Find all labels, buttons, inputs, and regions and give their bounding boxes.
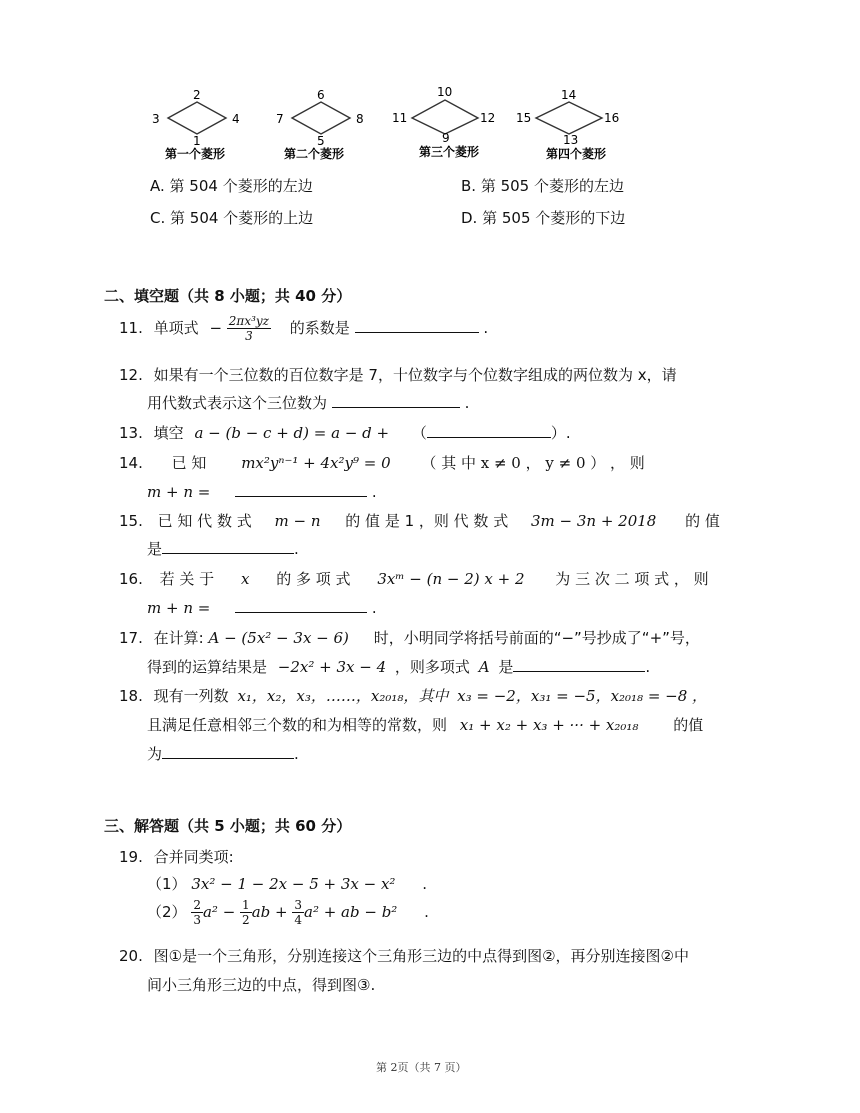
- q19-p2-c: a² + ab − b²: [304, 903, 398, 921]
- q11-answer-blank[interactable]: [355, 317, 479, 333]
- q13-number: 13.: [119, 424, 143, 442]
- rhombus-3-bottom: 9: [442, 131, 450, 145]
- q15-post: 的 值: [685, 512, 720, 530]
- q18-line2b: 的值: [673, 716, 704, 734]
- q19-p2-a: a² −: [202, 903, 236, 921]
- q18-number: 18.: [119, 687, 143, 705]
- rhombus-4-caption: 第四个菱形: [546, 147, 607, 161]
- question-18-line3: [147, 743, 299, 764]
- q14-number: 14.: [119, 454, 143, 472]
- q15-line2: 是: [147, 540, 163, 558]
- option-a: A. 第 504 个菱形的左边: [150, 177, 313, 195]
- q19-title: 合并同类项:: [153, 848, 234, 866]
- section-2-title: 二、填空题（共 8 小题；共 40 分）: [104, 287, 352, 305]
- rhombus-3-caption: 第三个菱形: [419, 145, 480, 159]
- q17-expr2: −2x² + 3x − 4: [277, 658, 387, 676]
- q15-end: .: [294, 540, 299, 558]
- q11-neg: −: [209, 319, 223, 337]
- q16-answer-blank[interactable]: [235, 597, 367, 613]
- q16-number: 16.: [119, 570, 143, 588]
- q16-var: x: [240, 570, 250, 588]
- q15-answer-blank[interactable]: [162, 538, 294, 554]
- rhombus-4: [516, 88, 619, 161]
- q18-seq: x₁，x₂，x₃，……，x₂₀₁₈，其中: [237, 687, 449, 705]
- q11-post: 的系数是: [289, 319, 350, 337]
- rhombus-1-bottom: 1: [193, 134, 201, 148]
- rhombus-1-right: 4: [232, 112, 240, 126]
- q14-line2: m + n =: [147, 483, 211, 501]
- q11-fraction: [227, 314, 271, 343]
- rhombus-figure: [140, 82, 640, 166]
- q14-pre: 已 知: [171, 454, 207, 472]
- q16-mid: 的 多 项 式: [276, 570, 351, 588]
- q18-c1: x₃ = −2: [457, 687, 516, 705]
- q19-p1-label: （1）: [147, 875, 187, 893]
- question-17-line2: [147, 656, 650, 677]
- page-footer: 第 2页（共 7 页）: [376, 1061, 467, 1074]
- q11-frac-num: 2πx³yz: [228, 314, 269, 328]
- q19-number: 19.: [119, 848, 143, 866]
- rhombus-2-right: 8: [356, 112, 364, 126]
- q15-expr2: 3m − 3n + 2018: [530, 512, 657, 530]
- rhombus-3-right: 12: [480, 111, 496, 125]
- question-19: [119, 846, 234, 867]
- question-13: [119, 422, 571, 443]
- rhombus-1-top: 2: [193, 88, 201, 102]
- q19-f3-den: 4: [294, 913, 302, 927]
- q12-answer-blank[interactable]: [332, 392, 460, 408]
- question-18-line1: [119, 685, 707, 706]
- question-16-line1: [119, 568, 709, 589]
- question-14-line2: [147, 481, 377, 501]
- rhombus-2-bottom: 5: [317, 134, 325, 148]
- question-18-line2: [147, 714, 703, 735]
- question-16-line2: [147, 597, 377, 617]
- q18-line1a: 现有一列数: [153, 687, 229, 705]
- q19-f2-num: 1: [242, 898, 250, 912]
- q19-p2-end: .: [424, 903, 429, 921]
- q18-line3: 为: [147, 745, 163, 763]
- q17-number: 17.: [119, 629, 143, 647]
- q17-line2a: 得到的运算结果是: [147, 658, 268, 676]
- q11-number: 11.: [119, 319, 143, 337]
- q17-pre: 在计算:: [153, 629, 204, 647]
- option-c: C. 第 504 个菱形的上边: [150, 209, 314, 227]
- rhombus-3-top: 10: [437, 85, 453, 99]
- rhombus-1-left: 3: [152, 112, 160, 126]
- question-12-line2: [147, 392, 469, 413]
- q20-line2: 间小三角形三边的中点，得到图③.: [147, 976, 376, 994]
- q15-pre: 已 知 代 数 式: [157, 512, 252, 530]
- q12-line1: 如果有一个三位数的百位数字是 7，十位数字与个位数字组成的两位数为 x，请: [153, 366, 677, 384]
- question-20-line1: [119, 945, 689, 966]
- q18-line2a: 且满足任意相邻三个数的和为相等的常数，则: [147, 716, 448, 734]
- q12-line2: 用代数式表示这个三位数为: [147, 394, 328, 412]
- q18-answer-blank[interactable]: [162, 743, 294, 759]
- rhombus-4-left: 15: [516, 111, 532, 125]
- q19-p1-expr: 3x² − 1 − 2x − 5 + 3x − x²: [191, 875, 396, 893]
- rhombus-2-left: 7: [276, 112, 284, 126]
- q18-c3: ，x₂₀₁₈ = −8 ，: [595, 687, 708, 705]
- q19-part1: [147, 873, 427, 894]
- q17-expr: A − (5x² − 3x − 6): [208, 629, 349, 647]
- q19-p2-b: ab +: [251, 903, 288, 921]
- q11-pre: 单项式: [153, 319, 199, 337]
- rhombus-3: [392, 85, 495, 159]
- q20-number: 20.: [119, 947, 143, 965]
- q13-paren-close: ）.: [550, 424, 571, 442]
- q17-answer-blank[interactable]: [513, 656, 645, 672]
- question-20-line2: [147, 974, 375, 995]
- q13-pre: 填空: [153, 424, 184, 442]
- q20-line1: 图①是一个三角形，分别连接这个三角形三边的中点得到图②，再分别连接图②中: [153, 947, 689, 965]
- q11-end: .: [483, 319, 489, 337]
- q19-p2-frac3: [292, 898, 304, 927]
- q12-end: .: [464, 394, 470, 412]
- rhombus-4-top: 14: [561, 88, 577, 102]
- question-17-line1: [119, 627, 700, 648]
- rhombus-4-bottom: 13: [563, 133, 579, 147]
- question-15-line2: [147, 538, 299, 559]
- q18-c2: ，x₃₁ = −5: [515, 687, 596, 705]
- q14-expr: mx²yⁿ⁻¹ + 4x²y⁹ = 0: [241, 454, 391, 472]
- q16-end: .: [371, 599, 377, 617]
- q16-line2: m + n =: [147, 599, 211, 617]
- option-d: D. 第 505 个菱形的下边: [461, 209, 626, 227]
- q17-var: A: [478, 658, 490, 676]
- section-3-title: 三、解答题（共 5 小题；共 60 分）: [104, 817, 352, 835]
- q16-expr: 3xᵐ − (n − 2) x + 2: [377, 570, 525, 588]
- q17-line2b: ，则多项式: [394, 658, 470, 676]
- q14-end: .: [371, 483, 377, 501]
- rhombus-2: [276, 88, 364, 161]
- rhombus-1: [152, 88, 240, 161]
- q19-p2-frac2: [240, 898, 252, 927]
- q19-p1-end: .: [422, 875, 427, 893]
- rhombus-4-right: 16: [604, 111, 620, 125]
- q18-end: .: [294, 745, 299, 763]
- q13-answer-blank[interactable]: [427, 422, 551, 438]
- question-12-line1: [119, 364, 677, 385]
- rhombus-2-caption: 第二个菱形: [284, 147, 345, 161]
- q19-f2-den: 2: [242, 913, 250, 927]
- q16-pre: 若 关 于: [159, 570, 215, 588]
- q15-expr1: m − n: [274, 512, 321, 530]
- q19-f1-den: 3: [193, 913, 201, 927]
- q16-post: 为 三 次 二 项 式 ， 则: [555, 570, 709, 588]
- q14-answer-blank[interactable]: [235, 481, 367, 497]
- q17-post: 时，小明同学将括号前面的“−”号抄成了“+”号，: [373, 629, 700, 647]
- q17-line2c: 是: [498, 658, 514, 676]
- q13-paren-open: （: [411, 424, 427, 442]
- question-11: [119, 314, 488, 343]
- q11-frac-den: 3: [245, 329, 253, 343]
- q13-expr: a − (b − c + d) = a − d +: [194, 424, 390, 442]
- q19-p2-frac1: [191, 898, 203, 927]
- q12-number: 12.: [119, 366, 143, 384]
- q14-cond: （ 其 中 x ≠ 0 ， y ≠ 0 ） ， 则: [421, 454, 645, 472]
- option-b: B. 第 505 个菱形的左边: [461, 177, 624, 195]
- rhombus-1-caption: 第一个菱形: [165, 147, 226, 161]
- question-14-line1: [119, 452, 645, 473]
- rhombus-3-left: 11: [392, 111, 408, 125]
- question-15-line1: [119, 510, 720, 531]
- rhombus-2-top: 6: [317, 88, 325, 102]
- q19-f3-num: 3: [294, 898, 302, 912]
- q19-p2-label: （2）: [147, 903, 187, 921]
- q15-mid: 的 值 是 1 ，则 代 数 式: [345, 512, 509, 530]
- q15-number: 15.: [119, 512, 143, 530]
- q19-f1-num: 2: [193, 898, 201, 912]
- q17-end: .: [645, 658, 651, 676]
- q18-sum: x₁ + x₂ + x₃ + ··· + x₂₀₁₈: [459, 716, 639, 734]
- q19-part2: [147, 898, 429, 927]
